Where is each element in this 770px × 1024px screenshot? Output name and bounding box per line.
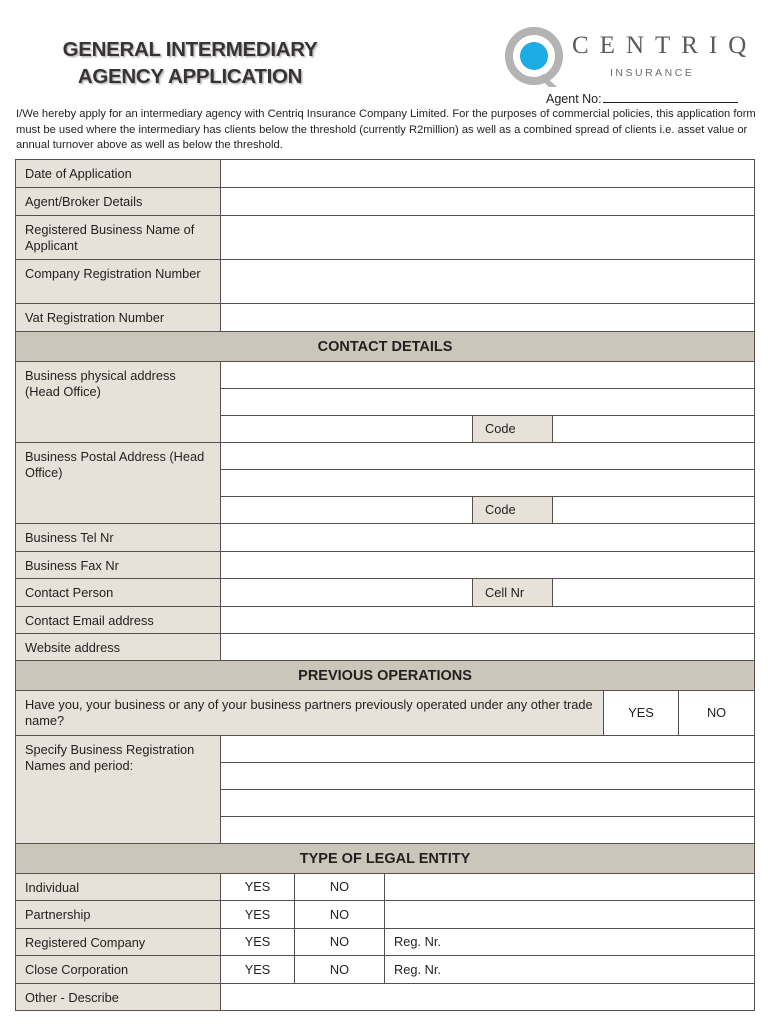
specify-registration-line-3[interactable] xyxy=(221,790,755,817)
table-row xyxy=(16,260,755,304)
email-label: Contact Email address xyxy=(16,607,221,634)
postal-code-label: Code xyxy=(473,497,553,524)
business-name-field[interactable] xyxy=(221,216,755,260)
physical-code-label: Code xyxy=(473,416,553,443)
vat-reg-label: Vat Registration Number xyxy=(16,304,221,332)
company-reg-label: Company Registration Number xyxy=(16,260,221,304)
agent-no xyxy=(546,92,738,106)
entity-other-label: Other - Describe xyxy=(16,984,221,1011)
fax-label: Business Fax Nr xyxy=(16,552,221,579)
table-row xyxy=(16,552,755,579)
specify-registration-line-4[interactable] xyxy=(221,817,755,844)
agent-no-field[interactable] xyxy=(603,92,738,103)
reg-nr-label: Reg. Nr. xyxy=(394,961,441,977)
table-row xyxy=(16,188,755,216)
section-header-row xyxy=(16,332,755,362)
specify-registration-line-2[interactable] xyxy=(221,763,755,790)
title-line-1: GENERAL INTERMEDIARY xyxy=(62,38,318,61)
agent-broker-field[interactable] xyxy=(221,188,755,216)
table-row xyxy=(16,736,755,763)
entity-close-corporation-label: Close Corporation xyxy=(16,956,221,984)
previous-operations-heading: PREVIOUS OPERATIONS xyxy=(16,661,755,691)
tel-field[interactable] xyxy=(221,524,755,552)
email-field[interactable] xyxy=(221,607,755,634)
table-row xyxy=(16,634,755,661)
previous-yes-option[interactable]: YES xyxy=(604,691,679,736)
agent-broker-label: Agent/Broker Details xyxy=(16,188,221,216)
date-of-application-field[interactable] xyxy=(221,160,755,188)
entity-registered-company-reg[interactable] xyxy=(385,929,755,956)
table-row xyxy=(16,956,755,984)
table-row xyxy=(16,984,755,1011)
table-row xyxy=(16,216,755,260)
contact-person-label: Contact Person xyxy=(16,579,221,607)
entity-registered-company-no[interactable]: NO xyxy=(295,929,385,956)
form-title xyxy=(20,36,360,90)
entity-partnership-label: Partnership xyxy=(16,901,221,929)
tel-label: Business Tel Nr xyxy=(16,524,221,552)
agent-no-label: Agent No: xyxy=(546,92,602,106)
table-row xyxy=(16,362,755,389)
table-row xyxy=(16,929,755,956)
table-row xyxy=(16,901,755,929)
table-row xyxy=(16,524,755,552)
table-row xyxy=(16,874,755,901)
section-header-row xyxy=(16,661,755,691)
business-name-label: Registered Business Name of Applicant xyxy=(16,216,221,260)
entity-individual-label: Individual xyxy=(16,874,221,901)
physical-code-field[interactable] xyxy=(553,416,755,443)
website-field[interactable] xyxy=(221,634,755,661)
table-row xyxy=(16,443,755,470)
postal-address-line-2[interactable] xyxy=(221,470,755,497)
entity-other-field[interactable] xyxy=(221,984,755,1011)
application-form xyxy=(15,159,754,1011)
table-row xyxy=(16,160,755,188)
postal-address-label: Business Postal Address (Head Office) xyxy=(16,443,221,524)
entity-registered-company-label: Registered Company xyxy=(16,929,221,956)
centriq-logo xyxy=(503,27,761,89)
entity-close-corporation-reg[interactable] xyxy=(385,956,755,984)
intro-paragraph: I/We hereby apply for an intermediary agency with Centriq Insurance Company Limited. For the purposes of commercial policies, this application form must be used where the intermediary has clients below the threshold (currently R2million) as well as a combined spread of clients i.e. asset value or annual turnover above as well as below the threshold. xyxy=(16,108,756,151)
application-table xyxy=(15,159,755,1011)
entity-close-corporation-no[interactable]: NO xyxy=(295,956,385,984)
contact-details-heading: CONTACT DETAILS xyxy=(16,332,755,362)
date-of-application-label: Date of Application xyxy=(16,160,221,188)
fax-field[interactable] xyxy=(221,552,755,579)
entity-individual-field[interactable] xyxy=(385,874,755,901)
table-row xyxy=(16,691,755,736)
centriq-q-icon xyxy=(503,27,565,89)
entity-registered-company-yes[interactable]: YES xyxy=(221,929,295,956)
logo-subtitle: INSURANCE xyxy=(610,67,695,79)
entity-partnership-yes[interactable]: YES xyxy=(221,901,295,929)
physical-address-line-2[interactable] xyxy=(221,389,755,416)
physical-address-line-3[interactable] xyxy=(221,416,473,443)
cell-nr-field[interactable] xyxy=(553,579,755,607)
previous-trade-name-question: Have you, your business or any of your business partners previously operated under any other trade name? xyxy=(16,691,604,736)
entity-partnership-no[interactable]: NO xyxy=(295,901,385,929)
website-label: Website address xyxy=(16,634,221,661)
table-row xyxy=(16,579,755,607)
entity-individual-no[interactable]: NO xyxy=(295,874,385,901)
vat-reg-field[interactable] xyxy=(221,304,755,332)
postal-address-line-1[interactable] xyxy=(221,443,755,470)
physical-address-label: Business physical address (Head Office) xyxy=(16,362,221,443)
legal-entity-heading: TYPE OF LEGAL ENTITY xyxy=(16,844,755,874)
postal-address-line-3[interactable] xyxy=(221,497,473,524)
postal-code-field[interactable] xyxy=(553,497,755,524)
previous-no-option[interactable]: NO xyxy=(679,691,755,736)
cell-nr-label: Cell Nr xyxy=(473,579,553,607)
specify-registration-label: Specify Business Registration Names and period: xyxy=(16,736,221,844)
specify-registration-line-1[interactable] xyxy=(221,736,755,763)
table-row xyxy=(16,607,755,634)
entity-close-corporation-yes[interactable]: YES xyxy=(221,956,295,984)
physical-address-line-1[interactable] xyxy=(221,362,755,389)
contact-person-field[interactable] xyxy=(221,579,473,607)
entity-individual-yes[interactable]: YES xyxy=(221,874,295,901)
section-header-row xyxy=(16,844,755,874)
company-reg-field[interactable] xyxy=(221,260,755,304)
logo-wordmark: CENTRIQ xyxy=(572,32,758,59)
title-line-2: AGENCY APPLICATION xyxy=(77,65,303,88)
entity-partnership-field[interactable] xyxy=(385,901,755,929)
reg-nr-label: Reg. Nr. xyxy=(394,934,441,949)
table-row xyxy=(16,304,755,332)
